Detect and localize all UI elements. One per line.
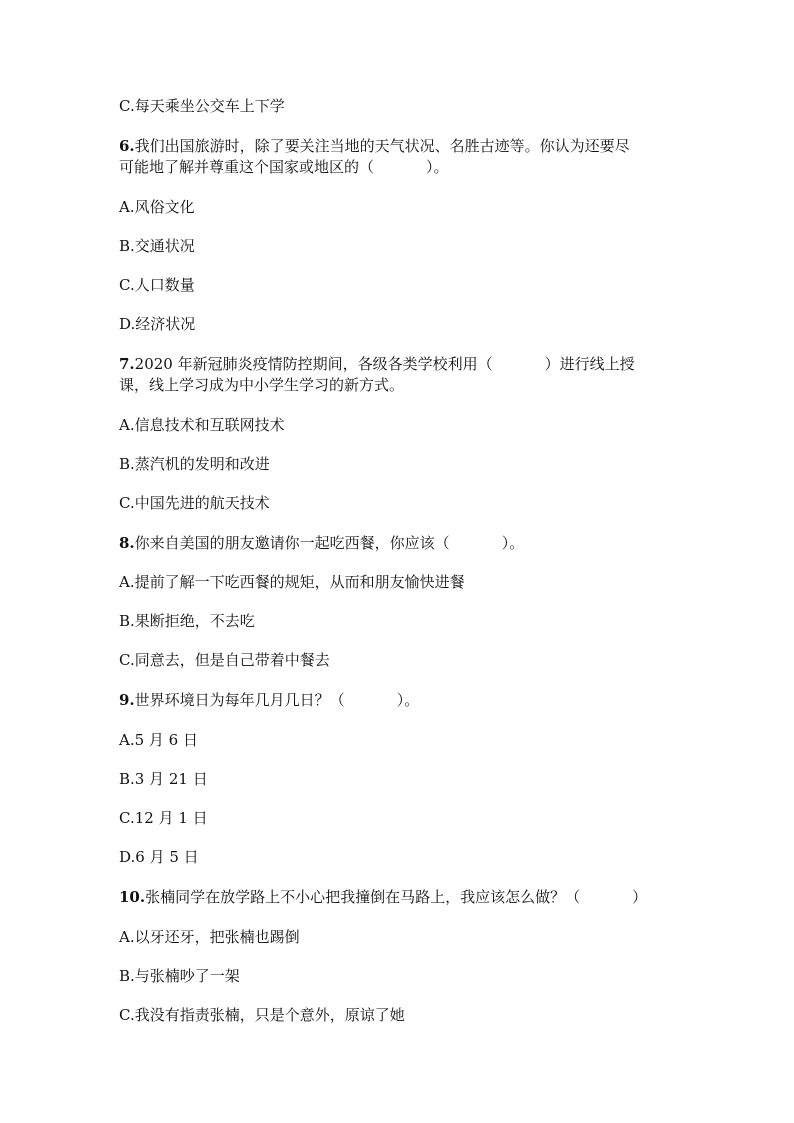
- question-7-option-c: C.中国先进的航天技术: [119, 494, 270, 512]
- question-6-number: 6.: [119, 137, 135, 155]
- question-6-stem-text: 我们出国旅游时，除了要关注当地的天气状况、名胜古迹等。你认为还要尽: [134, 137, 630, 155]
- question-8-stem: [119, 533, 679, 553]
- question-6-stem-after: ）。: [426, 158, 449, 176]
- question-8-option-a: A.提前了解一下吃西餐的规矩，从而和朋友愉快进餐: [119, 573, 465, 591]
- question-6-stem-line2: [119, 157, 679, 177]
- option-c-previous-question: C.每天乘坐公交车上下学: [119, 97, 285, 115]
- question-9-option-a: A.5 月 6 日: [119, 731, 198, 749]
- question-8-stem-before: 你来自美国的朋友邀请你一起吃西餐，你应该（: [134, 534, 450, 552]
- question-7-stem-after: ）进行线上授: [544, 355, 635, 373]
- question-8-option-c: C.同意去，但是自己带着中餐去: [119, 651, 330, 669]
- question-9-number: 9.: [119, 691, 135, 709]
- question-6-option-d: D.经济状况: [119, 315, 196, 333]
- question-10-option-a: A.以牙还牙，把张楠也踢倒: [119, 928, 300, 946]
- question-8-option-b: B.果断拒绝，不去吃: [119, 612, 255, 630]
- question-8-stem-after: ）。: [501, 534, 525, 552]
- question-6-stem-before: 可能地了解并尊重这个国家或地区的（: [119, 158, 375, 176]
- question-10-stem-after: ）: [632, 888, 648, 906]
- question-10-stem-before: 张楠同学在放学路上不小心把我撞倒在马路上，我应该怎么做？（: [145, 888, 581, 906]
- question-9-option-c: C.12 月 1 日: [119, 809, 208, 827]
- question-6-option-b: B.交通状况: [119, 237, 195, 255]
- question-7-stem-line2: 课，线上学习成为中小学生学习的新方式。: [119, 376, 405, 394]
- question-7-number: 7.: [119, 355, 135, 373]
- question-7-option-a: A.信息技术和互联网技术: [119, 416, 285, 434]
- question-9-stem: [119, 690, 679, 710]
- question-10-stem: [119, 887, 679, 907]
- question-7-stem-line1: [119, 354, 679, 374]
- question-8-number: 8.: [119, 534, 135, 552]
- question-6-stem-line1: [119, 136, 679, 156]
- question-9-option-b: B.3 月 21 日: [119, 770, 208, 788]
- question-10-option-b: B.与张楠吵了一架: [119, 967, 240, 985]
- question-9-option-d: D.6 月 5 日: [119, 848, 199, 866]
- question-9-stem-after: ）。: [396, 691, 420, 709]
- question-6-option-a: A.风俗文化: [119, 198, 195, 216]
- question-10-number: 10.: [119, 888, 146, 906]
- question-6-option-c: C.人口数量: [119, 276, 195, 294]
- question-10-option-c: C.我没有指责张楠，只是个意外，原谅了她: [119, 1006, 405, 1024]
- question-9-stem-before: 世界环境日为每年几月几日？（: [134, 691, 345, 709]
- question-7-option-b: B.蒸汽机的发明和改进: [119, 455, 270, 473]
- question-7-stem-before: 2020 年新冠肺炎疫情防控期间，各级各类学校利用（: [134, 355, 493, 373]
